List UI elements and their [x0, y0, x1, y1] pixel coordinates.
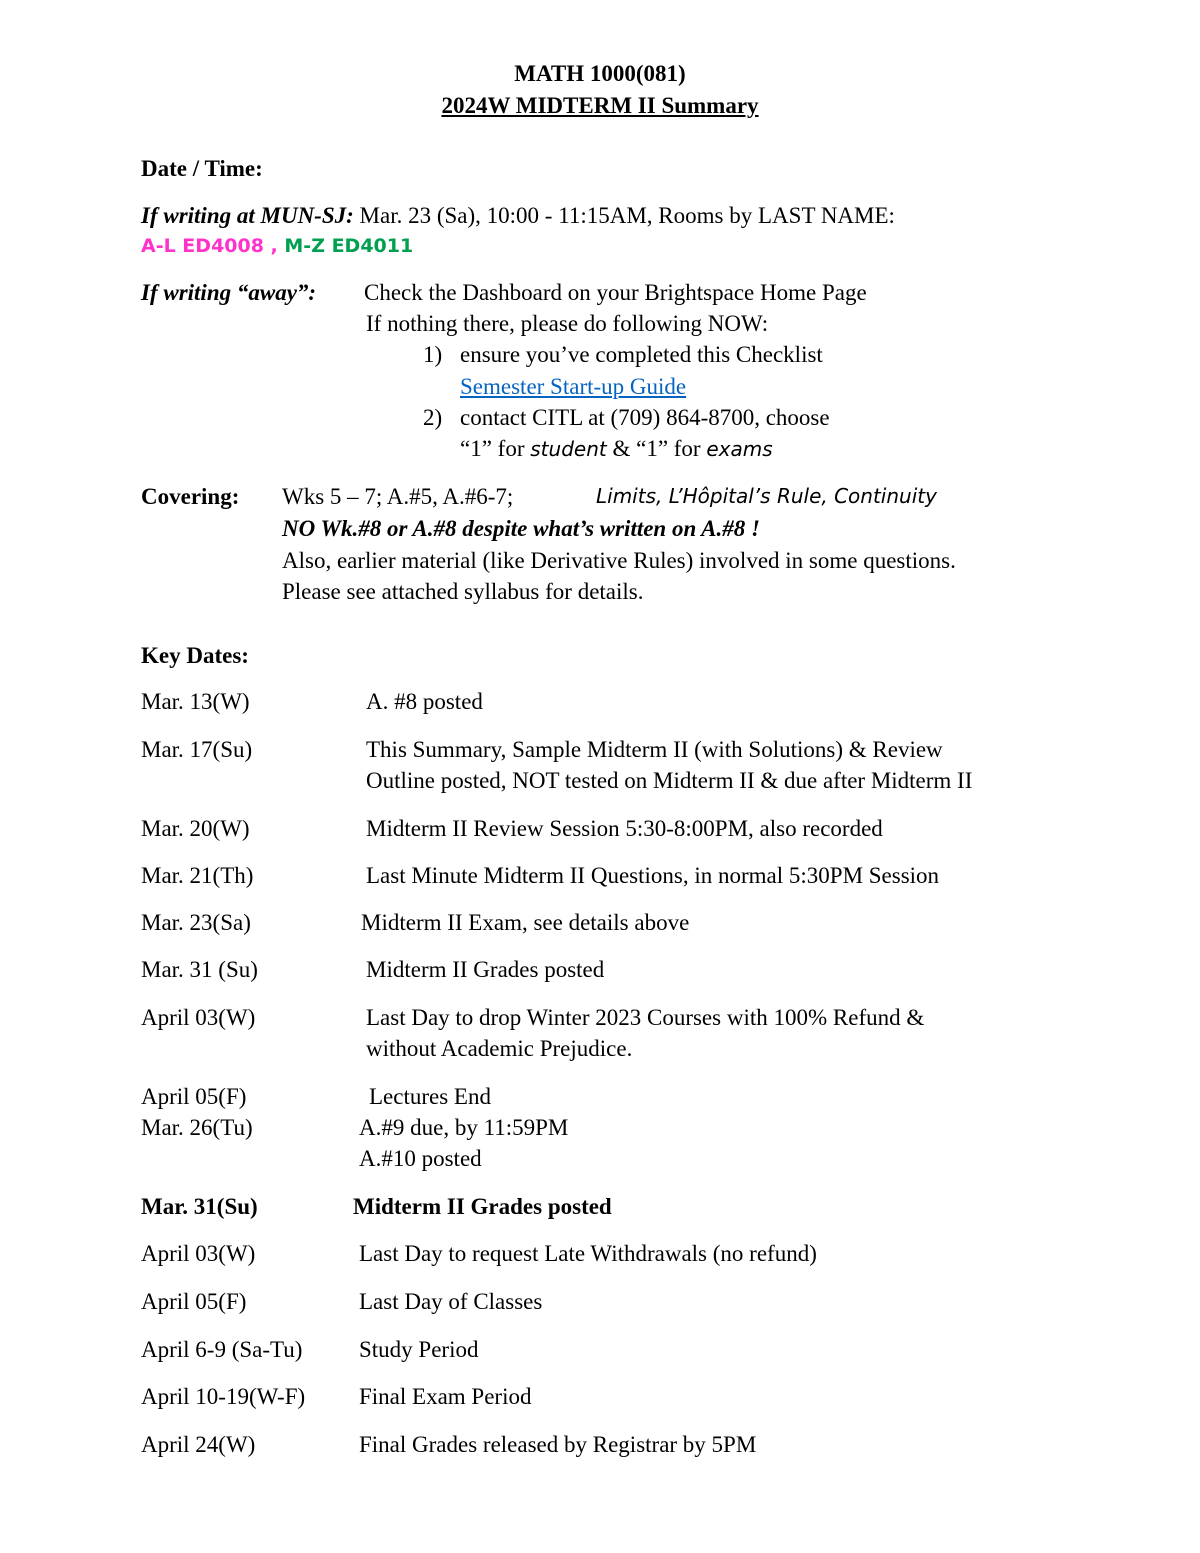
- step2-student: student: [530, 437, 607, 461]
- key-date: Mar. 17(Su): [141, 737, 253, 762]
- covering-also: Also, earlier material (like Derivative Rules) involved in some questions.: [282, 548, 956, 573]
- course-title: MATH 1000(081): [514, 61, 686, 86]
- key-date: Mar. 23(Sa): [141, 910, 251, 935]
- step2-q1: “1” for: [460, 436, 531, 461]
- key-date-event: Last Minute Midterm II Questions, in normal 5:30PM Session: [366, 863, 940, 888]
- key-date: April 03(W): [141, 1005, 256, 1030]
- key-date-event: Midterm II Grades posted: [353, 1194, 612, 1219]
- key-date: Mar. 13(W): [141, 689, 250, 714]
- semester-guide-link[interactable]: [460, 371, 686, 402]
- semester-guide-link-text[interactable]: Semester Start-up Guide: [460, 374, 687, 399]
- key-date-event: Midterm II Exam, see details above: [361, 910, 690, 935]
- key-date-event: Final Grades released by Registrar by 5PM: [359, 1432, 757, 1457]
- page-title-text: 2024W MIDTERM II Summary: [441, 93, 759, 118]
- room-al: A-L ED4008 ,: [141, 235, 278, 257]
- key-date-event: Midterm II Grades posted: [366, 957, 605, 982]
- key-date: April 10-19(W-F): [141, 1384, 306, 1409]
- munsj-label: If writing at MUN-SJ:: [141, 203, 354, 228]
- key-date: April 05(F): [141, 1289, 247, 1314]
- key-date: Mar. 21(Th): [141, 863, 254, 888]
- key-date-event: Outline posted, NOT tested on Midterm II & due after Midterm II: [366, 768, 973, 793]
- key-date-event: Lectures End: [369, 1084, 491, 1109]
- key-date-event: A.#10 posted: [359, 1146, 482, 1171]
- key-date-event: Last Day of Classes: [359, 1289, 543, 1314]
- step2-exams: exams: [706, 437, 773, 461]
- key-date-event: Midterm II Review Session 5:30-8:00PM, also recorded: [366, 816, 883, 841]
- step1-text: ensure you’ve completed this Checklist: [460, 342, 823, 367]
- key-date-event: A.#9 due, by 11:59PM: [359, 1115, 569, 1140]
- key-date-event: This Summary, Sample Midterm II (with Solutions) & Review: [366, 737, 943, 762]
- step2-number: 2): [423, 405, 443, 430]
- key-date-event: Last Day to request Late Withdrawals (no refund): [359, 1241, 817, 1266]
- covering-syllabus: Please see attached syllabus for details.: [282, 579, 644, 604]
- key-date: April 05(F): [141, 1084, 247, 1109]
- step2-amp: & “1” for: [606, 436, 707, 461]
- key-date-event: Final Exam Period: [359, 1384, 532, 1409]
- key-date-event: Last Day to drop Winter 2023 Courses with 100% Refund &: [366, 1005, 925, 1030]
- key-date: Mar. 26(Tu): [141, 1115, 253, 1140]
- key-date: April 6-9 (Sa-Tu): [141, 1337, 303, 1362]
- key-date: April 03(W): [141, 1241, 256, 1266]
- key-date: April 24(W): [141, 1432, 256, 1457]
- datetime-heading: Date / Time:: [141, 156, 263, 181]
- key-date: Mar. 20(W): [141, 816, 250, 841]
- covering-weeks: Wks 5 – 7; A.#5, A.#6-7;: [282, 484, 514, 509]
- key-date-event: without Academic Prejudice.: [366, 1036, 633, 1061]
- away-text: Check the Dashboard on your Brightspace Home Page: [364, 280, 867, 305]
- key-date-event: Study Period: [359, 1337, 479, 1362]
- covering-label: Covering:: [141, 484, 240, 509]
- room-assignments: [141, 231, 413, 262]
- room-mz: M-Z ED4011: [277, 235, 414, 257]
- away-label: If writing “away”:: [141, 280, 317, 305]
- page-title: [0, 90, 1200, 121]
- covering-topics: Limits, L’Hôpital’s Rule, Continuity: [596, 484, 937, 508]
- covering-warning: NO Wk.#8 or A.#8 despite what’s written on A.#8 !: [282, 516, 760, 541]
- step1-number: 1): [423, 342, 443, 367]
- key-dates-heading: Key Dates:: [141, 643, 249, 668]
- munsj-text: Mar. 23 (Sa), 10:00 - 11:15AM, Rooms by LAST NAME:: [353, 203, 895, 228]
- key-date: Mar. 31(Su): [141, 1194, 258, 1219]
- nothing-text: If nothing there, please do following NOW:: [366, 311, 769, 336]
- munsj-line: [141, 200, 895, 231]
- step2-text: contact CITL at (709) 864-8700, choose: [460, 405, 830, 430]
- step2-choices: [460, 433, 773, 465]
- key-date: Mar. 31 (Su): [141, 957, 258, 982]
- key-date-event: A. #8 posted: [366, 689, 483, 714]
